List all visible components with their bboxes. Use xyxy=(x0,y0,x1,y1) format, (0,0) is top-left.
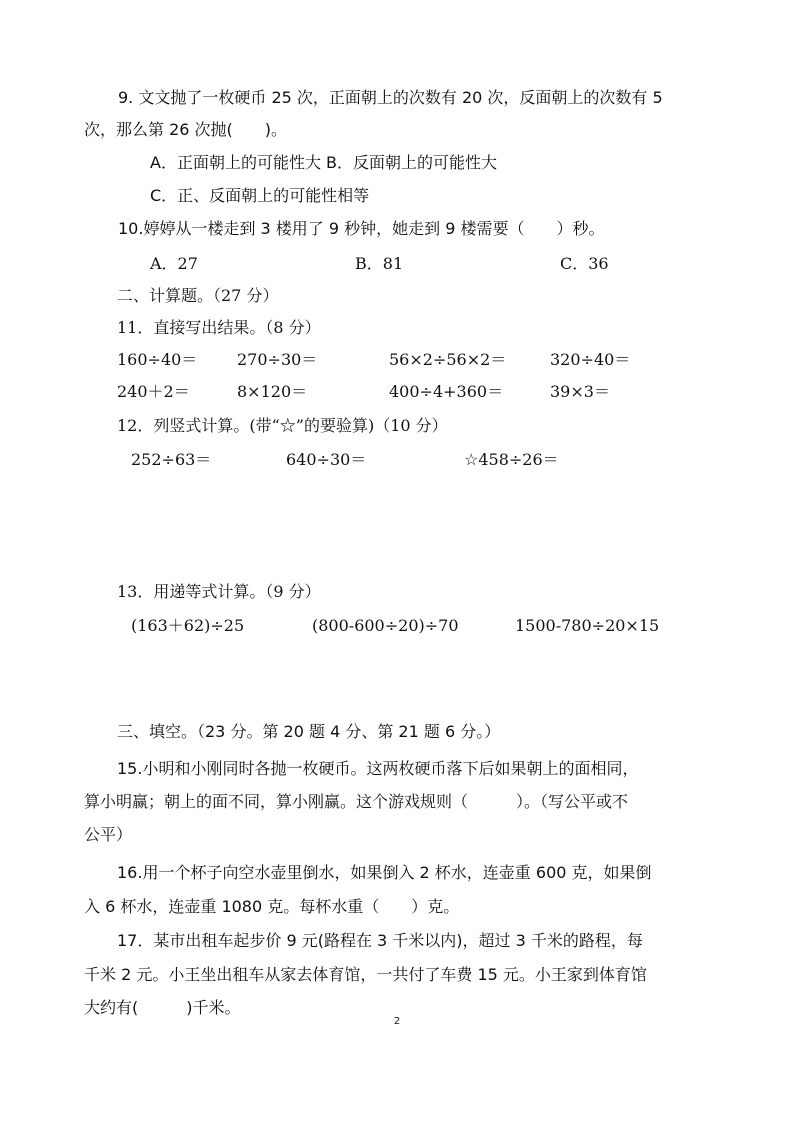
q10-option-b: B．81 xyxy=(355,254,404,273)
q12-item-3: ☆458÷26＝ xyxy=(464,450,559,469)
q10-option-a: A．27 xyxy=(150,254,198,273)
q13-item-1: (163＋62)÷25 xyxy=(131,616,245,635)
q9-line2: 次，那么第 26 次抛( )。 xyxy=(84,120,288,139)
q16-line2: 入 6 杯水，连壶重 1080 克。每杯水重（ ）克。 xyxy=(84,897,460,916)
q11-r2-c3: 400÷4+360＝ xyxy=(389,382,504,401)
q11-r1-c2: 270÷30＝ xyxy=(237,350,318,369)
q11-r1-c1: 160÷40＝ xyxy=(117,350,198,369)
q11-r1-c3: 56×2÷56×2＝ xyxy=(389,350,507,369)
q11-r2-c1: 240＋2＝ xyxy=(117,382,190,401)
q15-line1: 15.小明和小刚同时各抛一枚硬币。这两枚硬币落下后如果朝上的面相同， xyxy=(117,759,639,778)
q9-line1: 9. 文文抛了一枚硬币 25 次，正面朝上的次数有 20 次，反面朝上的次数有 5 xyxy=(118,88,663,107)
q17-line2: 千米 2 元。小王坐出租车从家去体育馆，一共付了车费 15 元。小王家到体育馆 xyxy=(84,965,647,984)
section-2-heading: 二、计算题。（27 分） xyxy=(117,286,279,305)
q10-stem: 10.婷婷从一楼走到 3 楼用了 9 秒钟，她走到 9 楼需要（ ）秒。 xyxy=(118,219,605,238)
q11-r1-c4: 320÷40＝ xyxy=(550,350,631,369)
page-number: 2 xyxy=(393,1016,401,1027)
q10-option-c: C．36 xyxy=(560,254,609,273)
section-3-heading: 三、填空。（23 分。第 20 题 4 分、第 21 题 6 分。） xyxy=(117,722,501,741)
q9-options-ab: A．正面朝上的可能性大 B．反面朝上的可能性大 xyxy=(150,153,498,172)
q13-item-2: (800-600÷20)÷70 xyxy=(312,616,459,635)
q11-r2-c2: 8×120＝ xyxy=(237,382,308,401)
q17-line3: 大约有( )千米。 xyxy=(84,998,241,1017)
q12-item-2: 640÷30＝ xyxy=(286,450,367,469)
q12-item-1: 252÷63＝ xyxy=(131,450,212,469)
q13-title: 13．用递等式计算。（9 分） xyxy=(117,582,321,601)
q16-line1: 16.用一个杯子向空水壶里倒水，如果倒入 2 杯水，连壶重 600 克，如果倒 xyxy=(117,863,652,882)
q15-line3: 公平） xyxy=(84,825,133,844)
q11-title: 11．直接写出结果。（8 分） xyxy=(117,318,321,337)
q13-item-3: 1500-780÷20×15 xyxy=(515,616,660,635)
q9-option-c: C．正、反面朝上的可能性相等 xyxy=(150,186,370,205)
q12-title: 12．列竖式计算。(带“☆”的要验算)（10 分） xyxy=(117,416,448,435)
q11-r2-c4: 39×3＝ xyxy=(550,382,610,401)
q17-line1: 17．某市出租车起步价 9 元(路程在 3 千米以内)，超过 3 千米的路程，每 xyxy=(117,931,643,950)
q15-line2: 算小明赢；朝上的面不同，算小刚赢。这个游戏规则（ ）。（写公平或不 xyxy=(84,792,629,811)
